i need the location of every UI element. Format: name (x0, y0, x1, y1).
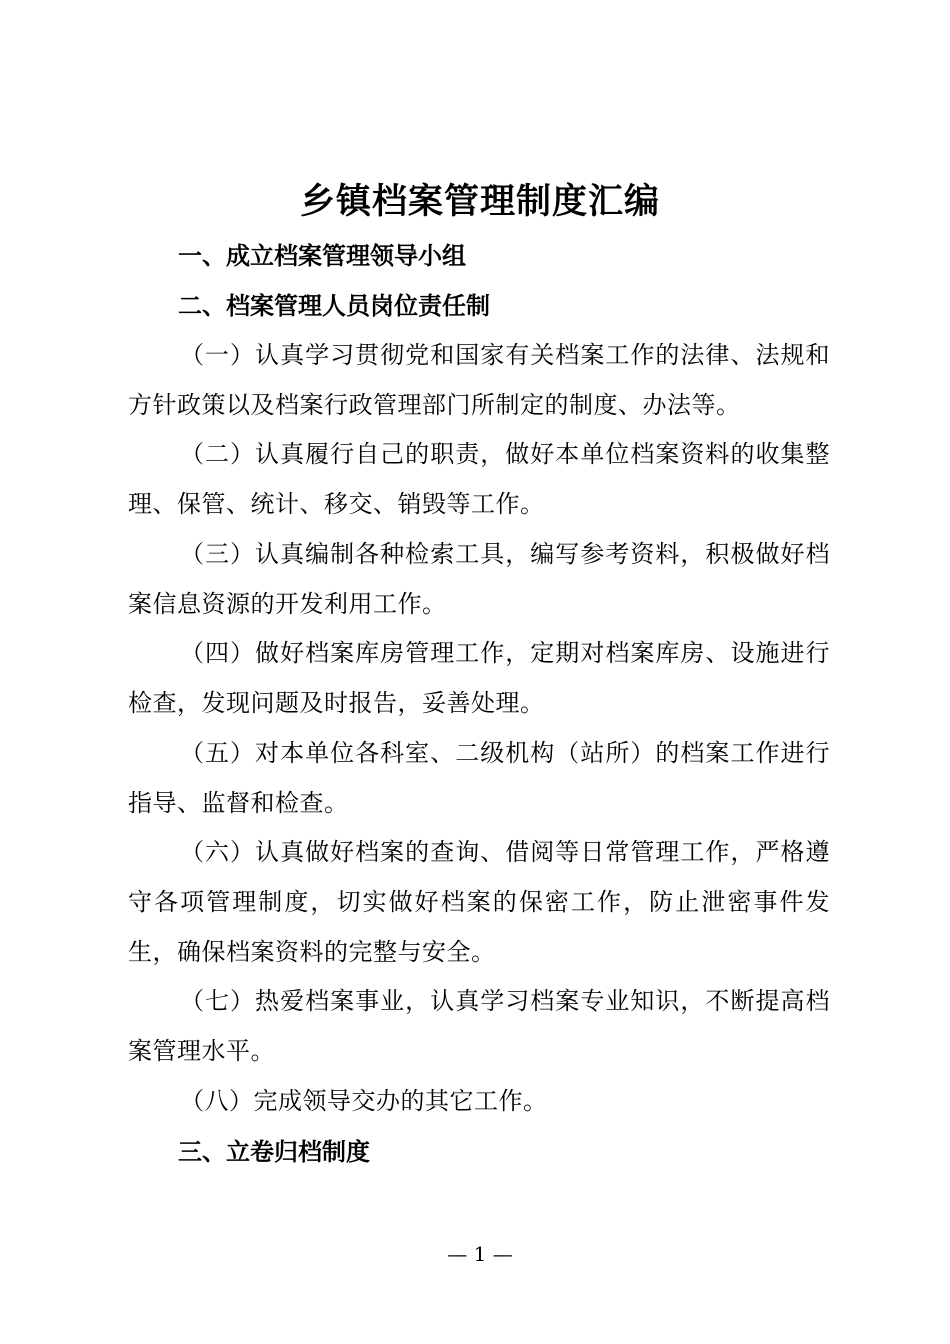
paragraph-2: （二）认真履行自己的职责，做好本单位档案资料的收集整理、保管、统计、移交、销毁等工作。 (128, 440, 830, 518)
page-number: — 1 — (447, 1242, 513, 1266)
paragraph-6: （六）认真做好档案的查询、借阅等日常管理工作，严格遵守各项管理制度，切实做好档案的保密工作，防止泄密事件发生，确保档案资料的完整与安全。 (128, 838, 830, 966)
paragraph-8: （八）完成领导交办的其它工作。 (180, 1087, 548, 1115)
document-title: 乡镇档案管理制度汇编 (299, 181, 660, 222)
paragraph-7: （七）热爱档案事业，认真学习档案专业知识，不断提高档案管理水平。 (128, 987, 830, 1065)
paragraph-4: （四）做好档案库房管理工作，定期对档案库房、设施进行检查，发现问题及时报告，妥善处理。 (128, 639, 830, 717)
paragraph-1: （一）认真学习贯彻党和国家有关档案工作的法律、法规和方针政策以及档案行政管理部门所制定的制度、办法等。 (128, 341, 830, 419)
section-heading-3: 三、立卷归档制度 (178, 1138, 370, 1166)
paragraph-5: （五）对本单位各科室、二级机构（站所）的档案工作进行指导、监督和检查。 (128, 739, 830, 817)
section-heading-2: 二、档案管理人员岗位责任制 (178, 292, 490, 320)
paragraph-3: （三）认真编制各种检索工具，编写参考资料，积极做好档案信息资源的开发利用工作。 (128, 540, 830, 618)
section-heading-1: 一、成立档案管理领导小组 (178, 242, 466, 270)
